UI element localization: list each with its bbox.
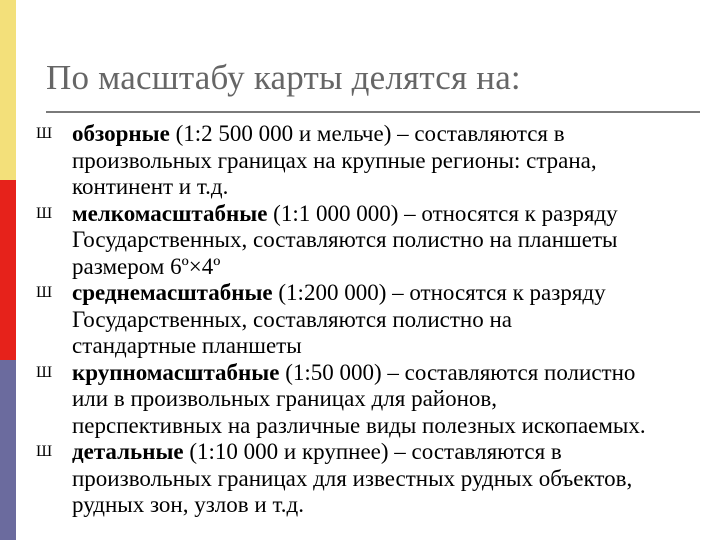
item-term: детальные <box>72 439 184 464</box>
item-text: (1:10 000 и крупнее) – составляются в <box>183 439 562 464</box>
bullet-icon: Ш <box>36 284 53 301</box>
item-line: континент и т.д. <box>72 174 229 199</box>
accent-bar-yellow <box>0 0 16 180</box>
list-item-large-scale <box>36 360 720 440</box>
bullet-icon: Ш <box>36 363 53 381</box>
item-text: (1:2 500 000 и мельче) – составляются в <box>169 121 565 146</box>
item-line: произвольных границах для известных рудных объектов, <box>72 465 633 491</box>
list-item-detailed <box>36 439 720 519</box>
list-item-medium-scale <box>36 280 720 360</box>
bullet-icon: Ш <box>36 204 53 222</box>
slide-title: По масштабу карты делятся на: <box>46 58 521 97</box>
bullet-icon: Ш <box>36 443 53 460</box>
item-text: (1:1 000 000) – относятся к разряду <box>267 200 618 226</box>
item-term: среднемасштабные <box>72 280 273 305</box>
item-term: мелкомасштабные <box>72 200 268 226</box>
list-item-overview <box>36 121 720 201</box>
list-item-small-scale <box>36 201 720 281</box>
accent-bar-red <box>0 180 16 360</box>
accent-bar-purple <box>0 360 16 540</box>
item-line: рудных зон, узлов и т.д. <box>72 492 304 517</box>
item-line: стандартные планшеты <box>72 333 302 358</box>
item-line: Государственных, составляются полистно на планшеты <box>72 227 618 252</box>
item-term: крупномасштабные <box>72 359 280 385</box>
item-line: размером 6º×4º <box>72 253 221 279</box>
item-line: произвольных границах на крупные регионы: страна, <box>72 147 597 173</box>
bullet-icon: Ш <box>36 125 53 142</box>
item-line: или в произвольных границах для районов, <box>72 386 498 411</box>
item-term: обзорные <box>72 121 170 146</box>
item-line: Государственных, составляются полистно на <box>72 306 512 332</box>
bullet-list <box>36 121 720 519</box>
item-text: (1:50 000) – составляются полистно <box>279 359 636 385</box>
title-underline <box>46 111 700 113</box>
item-text: (1:200 000) – относятся к разряду <box>272 280 606 305</box>
item-line: перспективных на различные виды полезных ископаемых. <box>72 412 646 438</box>
